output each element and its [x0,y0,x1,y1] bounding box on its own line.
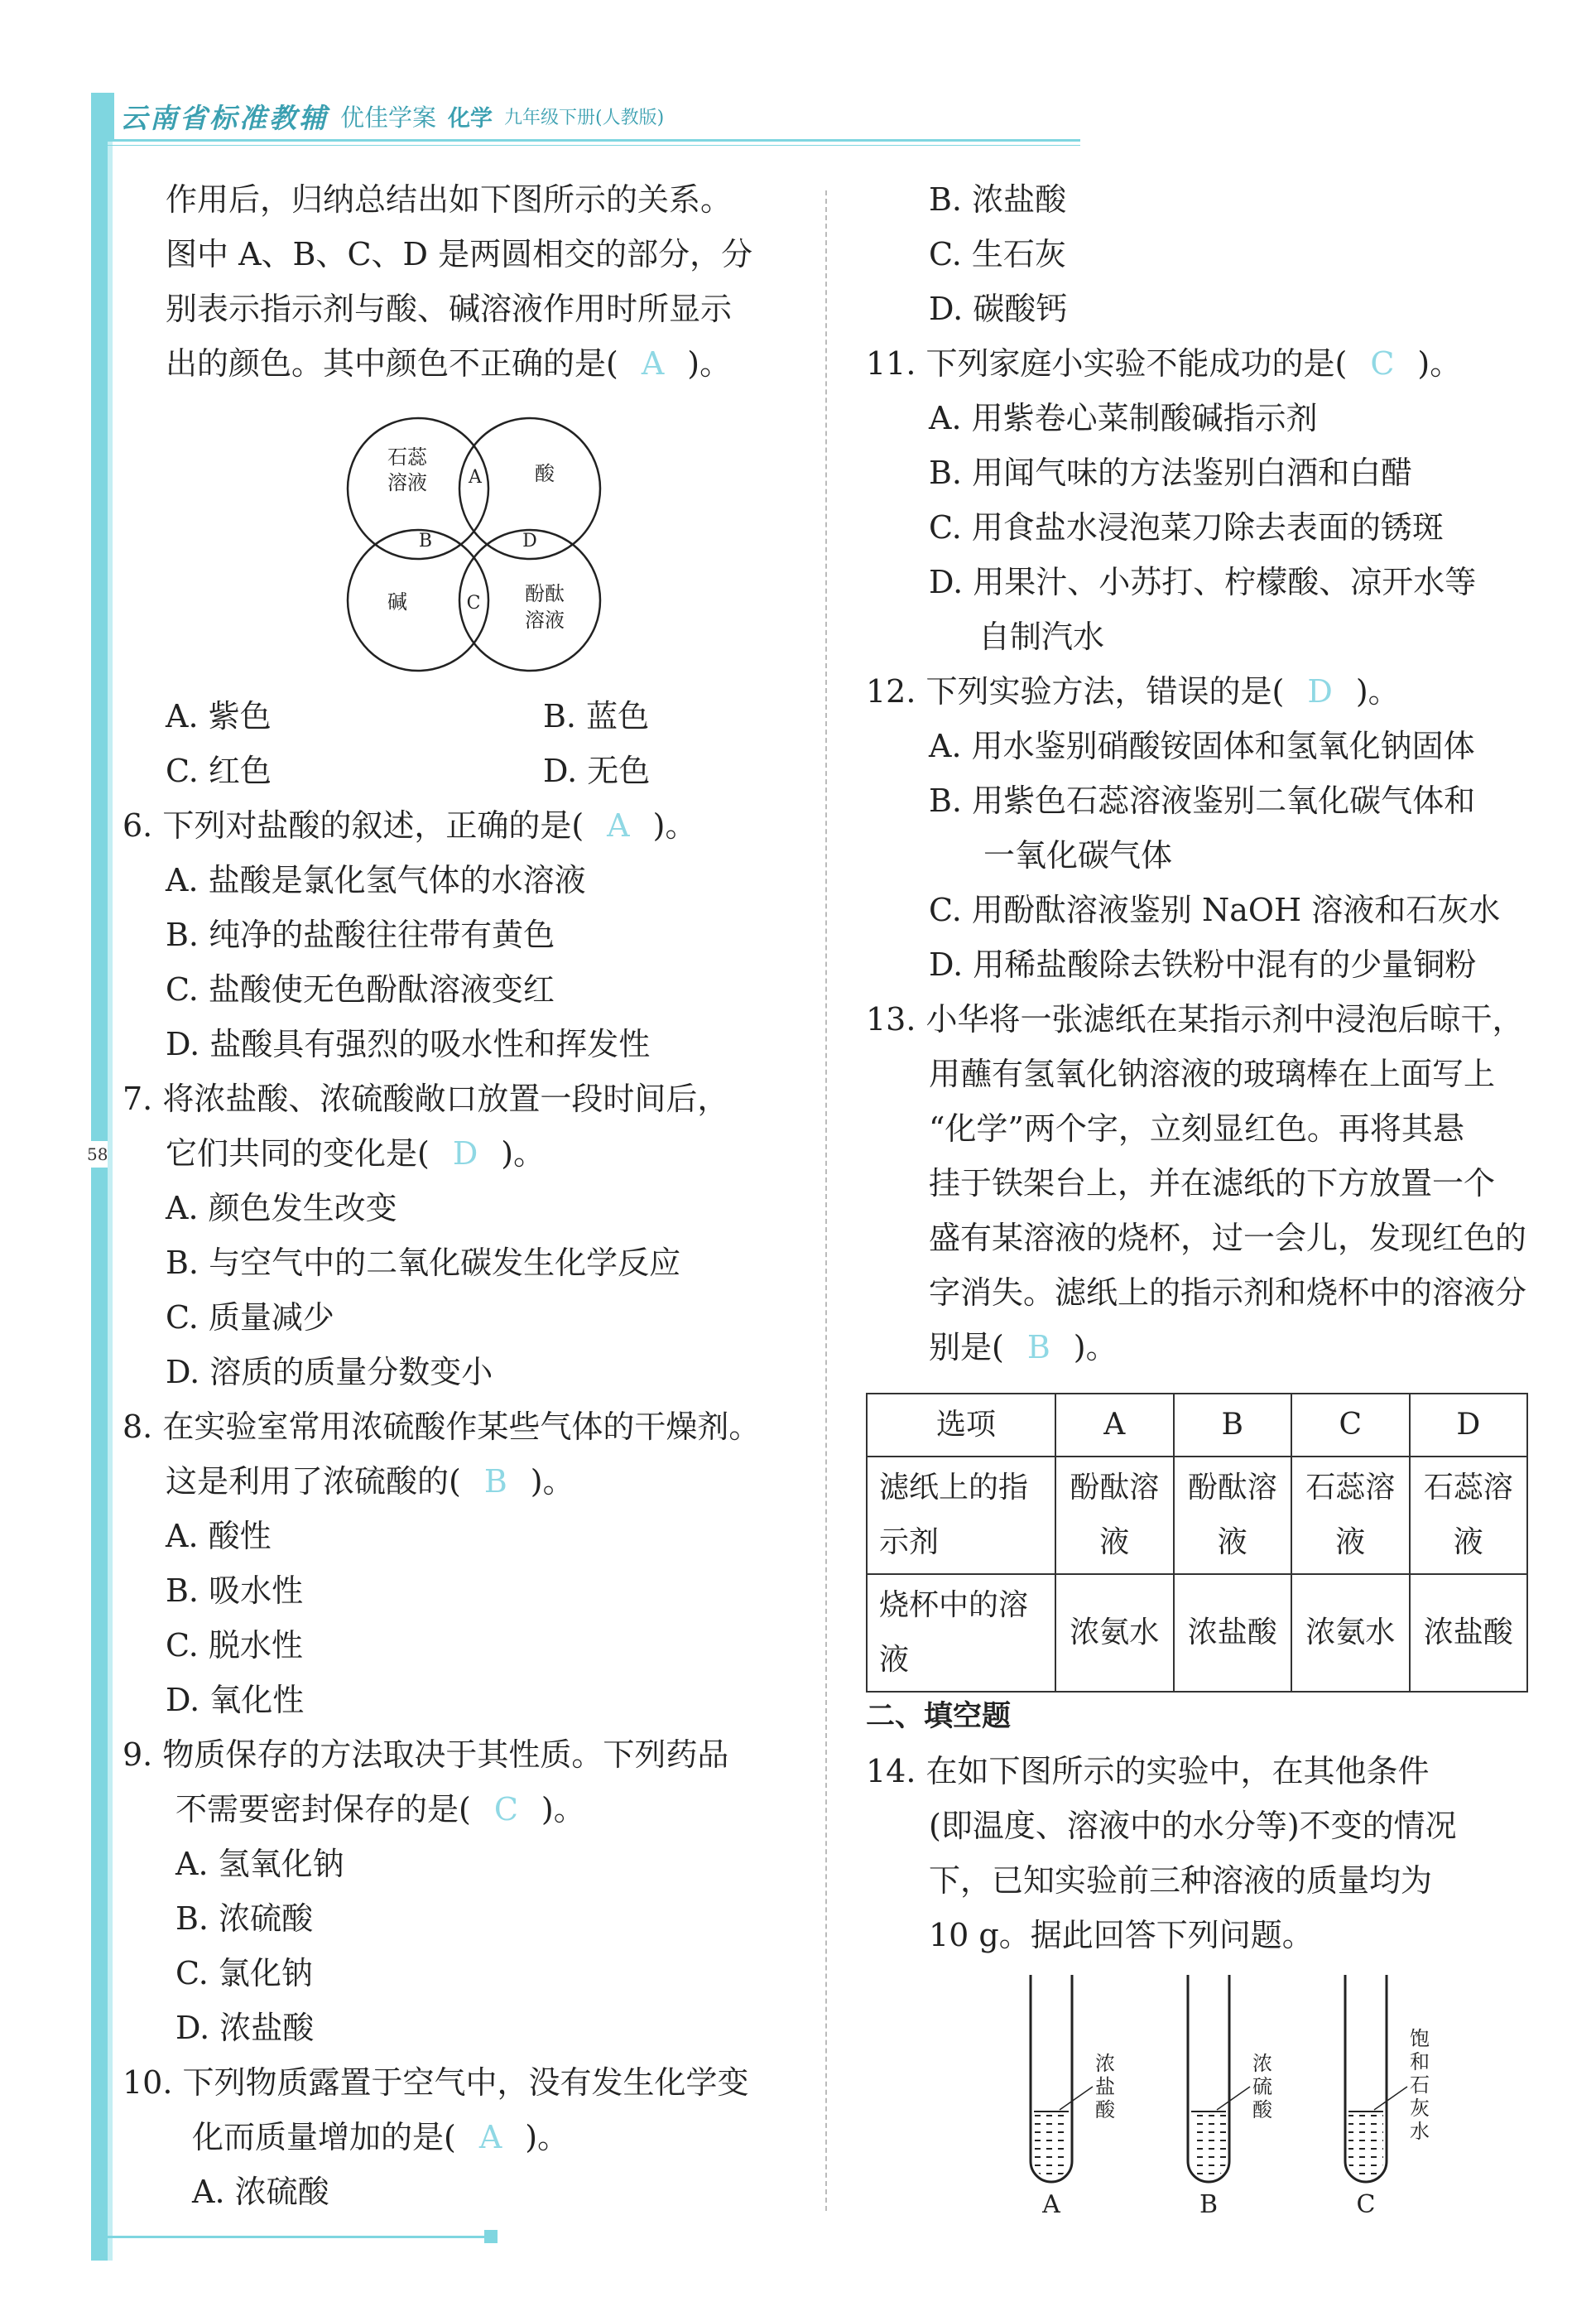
q12-stem: 12. 下列实验方法，错误的是( D )。 [866,673,1400,710]
venn-label-D: D [522,531,537,551]
table-row [867,1574,1527,1692]
q8-stem-1: 8. 在实验室常用浓硫酸作某些气体的干燥剂。 [123,1408,761,1445]
table-header-cell: D [1410,1394,1528,1457]
venn-litmus-1: 石蕊 [387,445,427,469]
tube-c-liquid-3: 石 [1410,2073,1430,2097]
venn-acid: 酸 [535,462,555,485]
table-cell: 石蕊溶液 [1410,1457,1528,1574]
header-rule [91,139,1080,142]
q13-line-6: 字消失。滤纸上的指示剂和烧杯中的溶液分 [929,1274,1527,1311]
header-subject: 化学 [448,105,493,132]
header-rule-thin [91,145,1080,146]
venn-litmus-2: 溶液 [387,471,427,494]
table-cell: 浓盐酸 [1174,1574,1292,1692]
q10-stem-1: 10. 下列物质露置于空气中，没有发生化学变 [123,2064,749,2101]
q12-answer: D [1307,673,1333,710]
table-cell: 石蕊溶液 [1291,1457,1410,1574]
q5-answer: A [641,345,665,382]
header-series: 优佳学案 [340,103,437,132]
margin-bar [91,95,108,2261]
q12-option-d: D. 用稀盐酸除去铁粉中混有的少量铜粉 [929,946,1477,983]
q10-option-b: B. 浓盐酸 [929,181,1067,218]
q13-line-1: 13. 小华将一张滤纸在某指示剂中浸泡后晾干， [866,1001,1524,1038]
tube-b-liquid-1: 浓 [1252,2052,1272,2075]
table-row-label: 烧杯中的溶液 [867,1574,1055,1692]
tube-a-liquid-1: 浓 [1095,2052,1115,2075]
q14-line-2: (即温度、溶液中的水分等)不变的情况 [929,1808,1457,1844]
q7-option-a: A. 颜色发生改变 [166,1190,397,1226]
q11-option-d: D. 用果汁、小苏打、柠檬酸、凉开水等 [929,564,1477,600]
q8-option-a: A. 酸性 [166,1518,272,1554]
test-tube-c [1345,1975,1407,2182]
header-grade: 九年级下册(人教版) [504,107,665,128]
table-cell: 浓盐酸 [1410,1574,1528,1692]
q8-option-b: B. 吸水性 [166,1572,304,1609]
q13-answer: B [1026,1329,1050,1365]
q5-line-2: 图中 A、B、C、D 是两圆相交的部分，分 [166,236,753,272]
tube-a-liquid-3: 酸 [1095,2098,1115,2121]
q14-line-3: 下，已知实验前三种溶液的质量均为 [929,1862,1433,1899]
q10-option-d: D. 碳酸钙 [929,291,1068,327]
tube-c-liquid-5: 水 [1410,2120,1430,2143]
tube-c-liquid-2: 和 [1410,2050,1430,2073]
margin-bar-light [108,95,113,2261]
q13-line-7: 别是( B )。 [929,1329,1118,1365]
venn-diagram [331,410,629,683]
q8-answer: B [483,1463,507,1500]
q7-stem-2: 它们共同的变化是( D )。 [166,1135,546,1172]
q6-option-d: D. 盐酸具有强烈的吸水性和挥发性 [166,1026,651,1062]
q5-option-a: A. 紫色 [166,698,272,734]
q10-answer: A [478,2119,502,2155]
footer-square [484,2230,498,2243]
table-header-cell: 选项 [867,1394,1055,1457]
q11-option-c: C. 用食盐水浸泡菜刀除去表面的锈斑 [929,509,1444,546]
running-header [120,93,664,139]
q11-stem: 11. 下列家庭小实验不能成功的是( C )。 [866,345,1462,382]
q7-option-d: D. 溶质的质量分数变小 [166,1354,493,1390]
table-cell: 酚酞溶液 [1055,1457,1174,1574]
q9-option-a: A. 氢氧化钠 [175,1846,344,1882]
q8-stem-2: 这是利用了浓硫酸的( B )。 [166,1463,574,1500]
table-header-cell: C [1291,1394,1410,1457]
table-row-label: 滤纸上的指示剂 [867,1457,1055,1574]
tube-c-liquid-1: 饱 [1410,2027,1430,2050]
q7-answer: D [452,1135,478,1172]
q9-stem-2: 不需要密封保存的是( C )。 [175,1791,585,1827]
q9-option-c: C. 氯化钠 [175,1955,313,1991]
table-cell: 浓氨水 [1291,1574,1410,1692]
q10-option-a: A. 浓硫酸 [192,2174,329,2210]
venn-label-C: C [466,593,481,614]
test-tube-b [1188,1975,1250,2182]
test-tubes-figure [1010,1971,1473,2219]
tube-a-liquid-2: 盐 [1095,2075,1115,2098]
q5-line-4: 出的颜色。其中颜色不正确的是( A )。 [166,345,732,382]
q8-option-c: C. 脱水性 [166,1627,303,1664]
q5-option-c: C. 红色 [166,753,272,789]
q6-option-b: B. 纯净的盐酸往往带有黄色 [166,917,555,953]
table-cell: 浓氨水 [1055,1574,1174,1692]
q11-answer: C [1370,345,1395,382]
q13-line-4: 挂于铁架台上，并在滤纸的下方放置一个 [929,1165,1496,1201]
page-number: 58 [87,1141,108,1168]
q14-line-1: 14. 在如下图所示的实验中，在其他条件 [866,1753,1430,1789]
q14-line-4: 10 g。据此回答下列问题。 [929,1917,1314,1953]
venn-base: 碱 [387,590,407,614]
q5-option-d: D. 无色 [543,753,651,789]
q5-line-1: 作用后，归纳总结出如下图所示的关系。 [166,181,733,218]
q9-stem-1: 9. 物质保存的方法取决于其性质。下列药品 [123,1736,729,1773]
tube-b-liquid-3: 酸 [1252,2098,1272,2121]
q12-option-b-cont: 一氧化碳气体 [983,837,1173,874]
header-brand: 云南省标准教辅 [120,101,329,134]
q13-line-5: 盛有某溶液的烧杯，过一会儿，发现红色的 [929,1220,1527,1256]
venn-phenol-2: 溶液 [525,609,565,632]
q13-line-2: 用蘸有氢氧化钠溶液的玻璃棒在上面写上 [929,1056,1496,1092]
q13-line-3: “化学”两个字，立刻显红色。再将其悬 [929,1110,1464,1147]
q9-answer: C [493,1791,518,1827]
test-tube-a [1031,1975,1093,2182]
q7-stem-1: 7. 将浓盐酸、浓硫酸敞口放置一段时间后， [123,1081,729,1117]
tube-c-liquid-4: 灰 [1410,2097,1430,2120]
table-header-cell: B [1174,1394,1292,1457]
q9-option-d: D. 浓盐酸 [175,2010,315,2046]
table-row [867,1457,1527,1574]
venn-label-B: B [418,531,433,551]
section-title: 二、填空题 [866,1700,1012,1733]
q12-option-c: C. 用酚酞溶液鉴别 NaOH 溶液和石灰水 [929,892,1501,928]
tube-a-label: A [1042,2190,1060,2219]
table-row [867,1394,1527,1457]
table-cell: 酚酞溶液 [1174,1457,1292,1574]
q13-options-table [866,1393,1528,1693]
q12-option-a: A. 用水鉴别硝酸铵固体和氢氧化钠固体 [929,728,1475,764]
q7-option-c: C. 质量减少 [166,1299,334,1336]
q12-option-b: B. 用紫色石蕊溶液鉴别二氧化碳气体和 [929,782,1476,819]
tube-b-label: B [1199,2190,1219,2219]
venn-label-A: A [469,467,482,488]
q10-stem-2: 化而质量增加的是( A )。 [192,2119,570,2155]
tube-c-label: C [1356,2190,1376,2219]
q5-line-3: 别表示指示剂与酸、碱溶液作用时所显示 [166,291,733,327]
q11-option-a: A. 用紫卷心菜制酸碱指示剂 [929,400,1318,436]
table-header-cell: A [1055,1394,1174,1457]
q8-option-d: D. 氧化性 [166,1682,305,1718]
q9-option-b: B. 浓硫酸 [175,1900,314,1937]
footer-rule [91,2236,488,2238]
q6-option-c: C. 盐酸使无色酚酞溶液变红 [166,971,555,1008]
q6-option-a: A. 盐酸是氯化氢气体的水溶液 [166,862,586,898]
q11-option-d-cont: 自制汽水 [978,619,1105,655]
q5-option-b: B. 蓝色 [543,698,650,734]
tube-b-liquid-2: 硫 [1252,2075,1272,2098]
column-divider [825,190,827,2211]
q6-answer: A [607,807,630,844]
venn-phenol-1: 酚酞 [525,582,565,605]
header-tab [91,93,114,139]
q10-option-c: C. 生石灰 [929,236,1066,272]
q7-option-b: B. 与空气中的二氧化碳发生化学反应 [166,1245,681,1281]
q11-option-b: B. 用闻气味的方法鉴别白酒和白醋 [929,455,1413,491]
q6-stem: 6. 下列对盐酸的叙述，正确的是( A )。 [123,807,697,844]
